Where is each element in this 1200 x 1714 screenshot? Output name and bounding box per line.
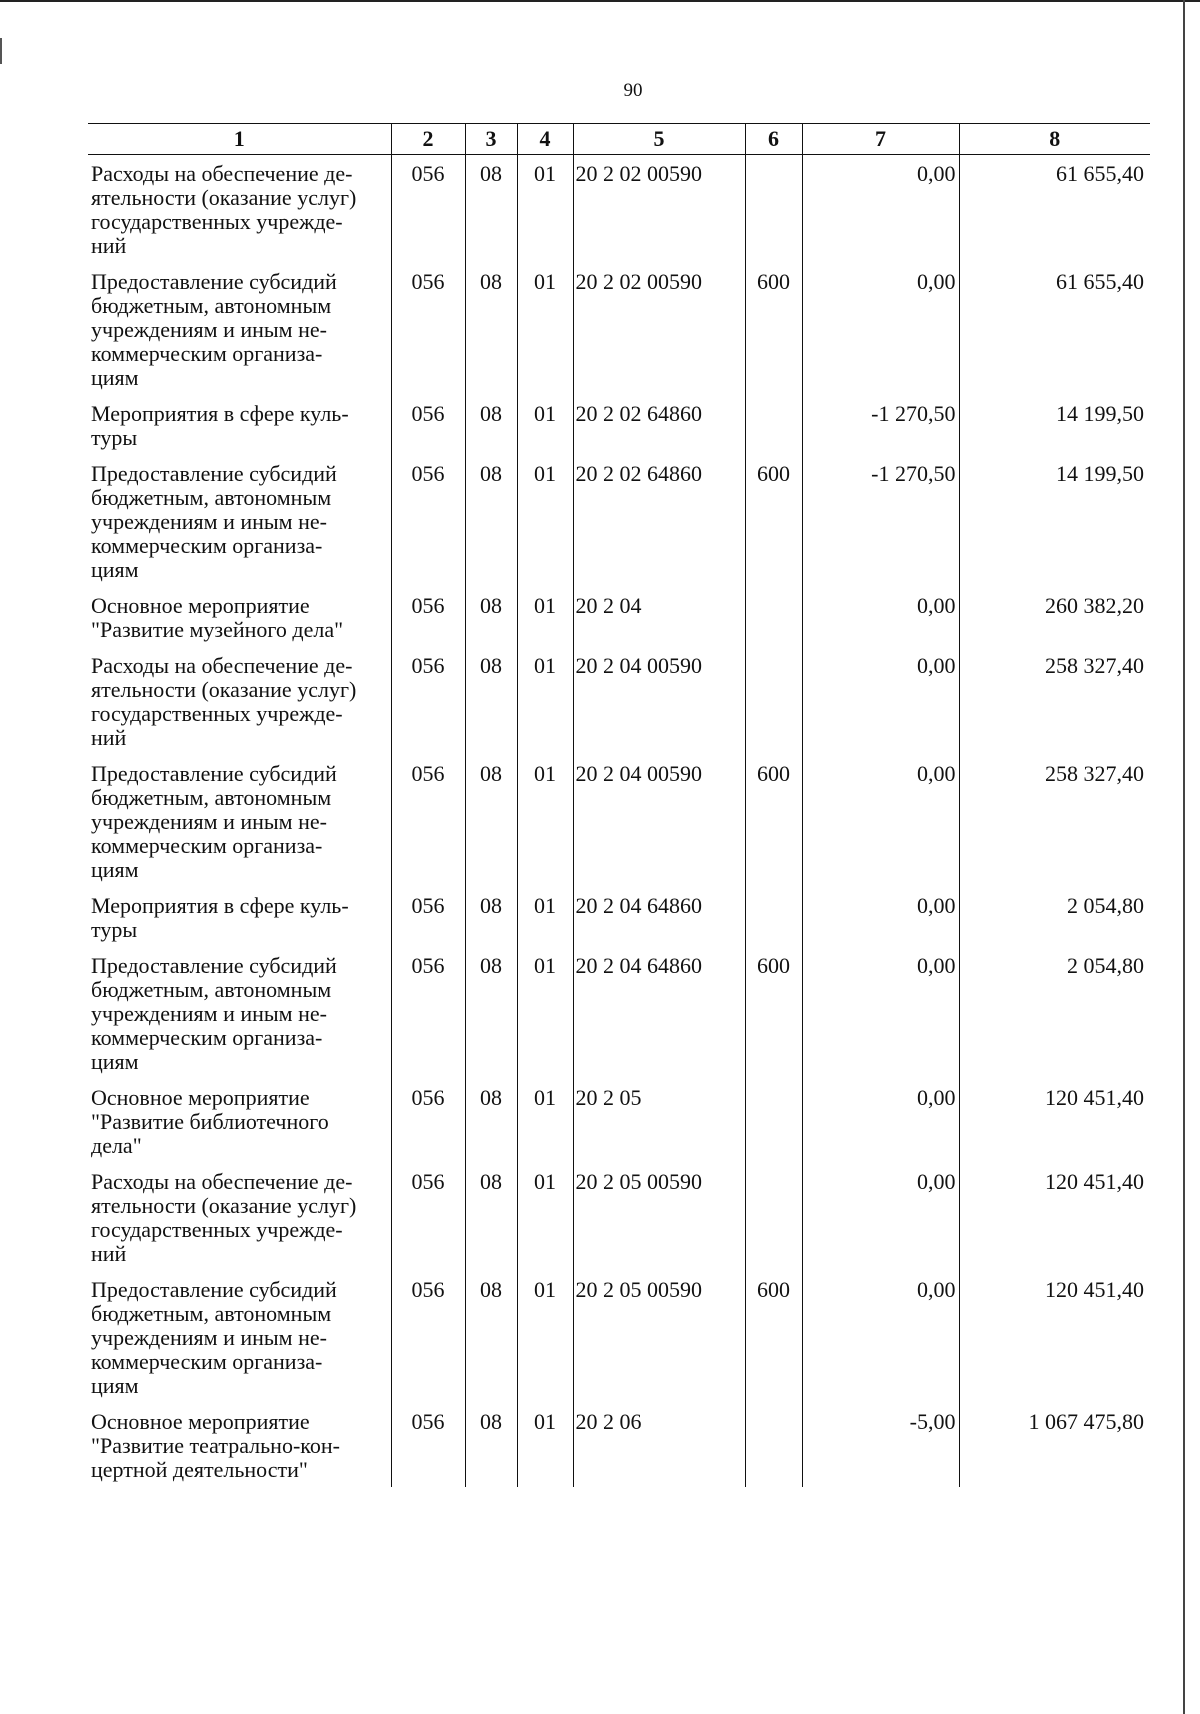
cell-ministry-code: 056 [391,1403,465,1487]
cell-total-amount: 2 054,80 [959,947,1150,1079]
cell-target-article: 20 2 02 64860 [573,395,745,455]
description-line: туры [91,917,138,942]
cell-total-amount: 14 199,50 [959,455,1150,587]
cell-expense-type [745,1079,802,1163]
cell-subsection: 01 [517,1403,573,1487]
description-line: циям [91,857,139,882]
column-header-1: 1 [88,124,391,155]
cell-description [88,1079,391,1163]
cell-total-amount: 61 655,40 [959,263,1150,395]
cell-target-article: 20 2 05 00590 [573,1271,745,1403]
description-line: ятельности (оказание услуг) [91,185,357,210]
scan-left-mark [0,38,2,64]
table-row [88,1403,1150,1487]
cell-total-amount: 14 199,50 [959,395,1150,455]
cell-ministry-code: 056 [391,647,465,755]
cell-target-article: 20 2 02 64860 [573,455,745,587]
column-header-6: 6 [745,124,802,155]
cell-section: 08 [465,155,517,264]
scan-top-edge [0,0,1200,2]
description-line: Мероприятия в сфере куль- [91,893,349,918]
cell-total-amount: 61 655,40 [959,155,1150,264]
cell-expense-type: 600 [745,1271,802,1403]
cell-ministry-code: 056 [391,1271,465,1403]
description-line: "Развитие театрально-кон- [91,1433,340,1458]
page-number: 90 [623,80,643,101]
cell-change-amount: 0,00 [802,1163,959,1271]
cell-expense-type [745,1163,802,1271]
cell-subsection: 01 [517,1163,573,1271]
description-line: Предоставление субсидий [91,269,337,294]
description-line: цертной деятельности" [91,1457,308,1482]
description-line: коммерческим организа- [91,1025,323,1050]
description-line: бюджетным, автономным [91,293,332,318]
cell-expense-type [745,155,802,264]
cell-subsection: 01 [517,455,573,587]
cell-total-amount: 258 327,40 [959,647,1150,755]
cell-target-article: 20 2 06 [573,1403,745,1487]
cell-section: 08 [465,947,517,1079]
description-line: учреждениям и иным не- [91,1325,327,1350]
cell-expense-type: 600 [745,263,802,395]
cell-expense-type: 600 [745,947,802,1079]
table-row [88,947,1150,1079]
cell-target-article: 20 2 05 00590 [573,1163,745,1271]
cell-change-amount: 0,00 [802,1079,959,1163]
description-line: циям [91,365,139,390]
description-line: Расходы на обеспечение де- [91,161,353,186]
cell-section: 08 [465,1271,517,1403]
description-line: бюджетным, автономным [91,977,332,1002]
cell-change-amount: 0,00 [802,587,959,647]
cell-change-amount: -1 270,50 [802,455,959,587]
description-line: ятельности (оказание услуг) [91,1193,357,1218]
cell-change-amount: 0,00 [802,155,959,264]
cell-total-amount: 1 067 475,80 [959,1403,1150,1487]
cell-ministry-code: 056 [391,1163,465,1271]
cell-subsection: 01 [517,155,573,264]
cell-change-amount: 0,00 [802,755,959,887]
description-line: Основное мероприятие [91,1085,310,1110]
column-header-3: 3 [465,124,517,155]
header-row [88,124,1150,155]
description-line: циям [91,1049,139,1074]
cell-section: 08 [465,1079,517,1163]
cell-description [88,1403,391,1487]
cell-change-amount: 0,00 [802,1271,959,1403]
description-line: Основное мероприятие [91,1409,310,1434]
cell-expense-type [745,587,802,647]
cell-subsection: 01 [517,1079,573,1163]
table-row [88,1163,1150,1271]
cell-target-article: 20 2 04 00590 [573,755,745,887]
cell-target-article: 20 2 05 [573,1079,745,1163]
cell-description [88,1271,391,1403]
cell-ministry-code: 056 [391,947,465,1079]
cell-subsection: 01 [517,947,573,1079]
cell-section: 08 [465,1403,517,1487]
table-row [88,587,1150,647]
description-line: Расходы на обеспечение де- [91,653,353,678]
cell-target-article: 20 2 02 00590 [573,155,745,264]
cell-change-amount: 0,00 [802,263,959,395]
cell-subsection: 01 [517,755,573,887]
cell-ministry-code: 056 [391,455,465,587]
cell-expense-type: 600 [745,755,802,887]
table-row [88,1271,1150,1403]
description-line: циям [91,1373,139,1398]
description-line: учреждениям и иным не- [91,809,327,834]
column-header-8: 8 [959,124,1150,155]
column-header-2: 2 [391,124,465,155]
description-line: учреждениям и иным не- [91,509,327,534]
description-line: государственных учрежде- [91,209,343,234]
cell-description [88,755,391,887]
description-line: учреждениям и иным не- [91,317,327,342]
cell-ministry-code: 056 [391,395,465,455]
cell-section: 08 [465,587,517,647]
description-line: Предоставление субсидий [91,761,337,786]
cell-total-amount: 120 451,40 [959,1079,1150,1163]
description-line: дела" [91,1133,142,1158]
cell-description [88,647,391,755]
cell-target-article: 20 2 04 [573,587,745,647]
cell-section: 08 [465,1163,517,1271]
cell-change-amount: 0,00 [802,647,959,755]
cell-subsection: 01 [517,395,573,455]
cell-total-amount: 120 451,40 [959,1271,1150,1403]
description-line: государственных учрежде- [91,701,343,726]
cell-ministry-code: 056 [391,755,465,887]
cell-description [88,395,391,455]
cell-section: 08 [465,755,517,887]
cell-description [88,1163,391,1271]
cell-ministry-code: 056 [391,1079,465,1163]
table-row [88,263,1150,395]
cell-description [88,947,391,1079]
cell-subsection: 01 [517,1271,573,1403]
cell-ministry-code: 056 [391,887,465,947]
cell-description [88,263,391,395]
description-line: циям [91,557,139,582]
description-line: бюджетным, автономным [91,485,332,510]
cell-section: 08 [465,395,517,455]
cell-ministry-code: 056 [391,587,465,647]
cell-expense-type [745,647,802,755]
column-header-5: 5 [573,124,745,155]
description-line: Мероприятия в сфере куль- [91,401,349,426]
cell-section: 08 [465,455,517,587]
description-line: учреждениям и иным не- [91,1001,327,1026]
description-line: Расходы на обеспечение де- [91,1169,353,1194]
cell-subsection: 01 [517,887,573,947]
cell-change-amount: -5,00 [802,1403,959,1487]
cell-total-amount: 260 382,20 [959,587,1150,647]
cell-change-amount: -1 270,50 [802,395,959,455]
table-row [88,155,1150,264]
cell-ministry-code: 056 [391,263,465,395]
cell-ministry-code: 056 [391,155,465,264]
description-line: ний [91,725,127,750]
description-line: коммерческим организа- [91,533,323,558]
description-line: "Развитие музейного дела" [91,617,344,642]
table-row [88,887,1150,947]
description-line: Предоставление субсидий [91,953,337,978]
table-row [88,1079,1150,1163]
cell-change-amount: 0,00 [802,947,959,1079]
cell-description [88,155,391,264]
cell-target-article: 20 2 04 00590 [573,647,745,755]
cell-description [88,455,391,587]
description-line: Предоставление субсидий [91,461,337,486]
description-line: коммерческим организа- [91,341,323,366]
budget-table [88,123,1150,1487]
description-line: коммерческим организа- [91,1349,323,1374]
table-body [88,155,1150,1488]
scan-right-edge [1183,0,1185,1714]
column-header-7: 7 [802,124,959,155]
description-line: ятельности (оказание услуг) [91,677,357,702]
cell-total-amount: 120 451,40 [959,1163,1150,1271]
cell-subsection: 01 [517,587,573,647]
cell-total-amount: 258 327,40 [959,755,1150,887]
description-line: Основное мероприятие [91,593,310,618]
description-line: ний [91,233,127,258]
cell-target-article: 20 2 04 64860 [573,947,745,1079]
table-row [88,755,1150,887]
cell-section: 08 [465,263,517,395]
description-line: бюджетным, автономным [91,1301,332,1326]
description-line: туры [91,425,138,450]
cell-expense-type [745,395,802,455]
description-line: бюджетным, автономным [91,785,332,810]
cell-subsection: 01 [517,263,573,395]
cell-change-amount: 0,00 [802,887,959,947]
table-row [88,395,1150,455]
description-line: государственных учрежде- [91,1217,343,1242]
cell-total-amount: 2 054,80 [959,887,1150,947]
cell-expense-type [745,1403,802,1487]
table-row [88,647,1150,755]
column-header-4: 4 [517,124,573,155]
description-line: коммерческим организа- [91,833,323,858]
cell-subsection: 01 [517,647,573,755]
description-line: ний [91,1241,127,1266]
cell-description [88,887,391,947]
description-line: Предоставление субсидий [91,1277,337,1302]
cell-expense-type [745,887,802,947]
description-line: "Развитие библиотечного [91,1109,329,1134]
cell-description [88,587,391,647]
cell-target-article: 20 2 04 64860 [573,887,745,947]
table-row [88,455,1150,587]
cell-expense-type: 600 [745,455,802,587]
cell-target-article: 20 2 02 00590 [573,263,745,395]
cell-section: 08 [465,647,517,755]
cell-section: 08 [465,887,517,947]
